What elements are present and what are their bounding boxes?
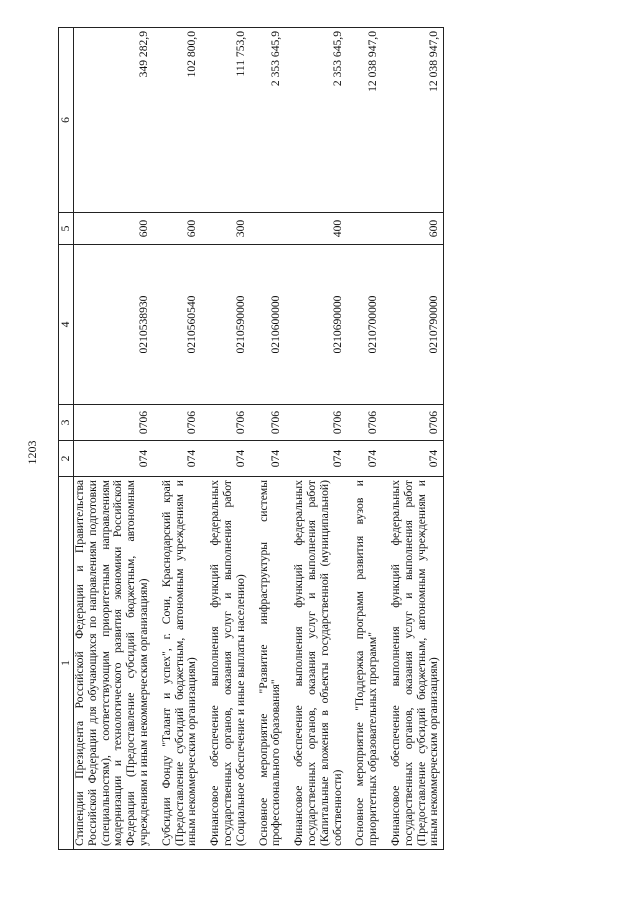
row-name: Финансовое обеспечение выполнения функций федеральных государственных органов, оказания услуг и выполнения работ (Капитальные вложения в объекты государственной (муниципальной) собственности) <box>285 477 346 850</box>
row-amount: 12 038 947,0 <box>382 28 444 213</box>
row-target-code: 0210600000 <box>250 245 286 405</box>
row-name: Финансовое обеспечение выполнения функций федеральных государственных органов, оказания услуг и выполнения работ (Предоставление субсидий бюджетным, автономным учреждениям и иным некоммерческим организациям) <box>382 477 444 850</box>
row-target-code: 0210560540 <box>153 245 201 405</box>
table-row <box>153 28 201 850</box>
row-expense-type: 600 <box>153 213 201 245</box>
row-ministry-code: 074 <box>346 441 382 477</box>
row-amount: 2 353 645,9 <box>285 28 346 213</box>
row-expense-type: 600 <box>382 213 444 245</box>
header-col-5: 5 <box>59 213 74 245</box>
row-expense-type <box>250 213 286 245</box>
row-amount: 12 038 947,0 <box>346 28 382 213</box>
row-section-code: 0706 <box>74 405 153 441</box>
row-section-code: 0706 <box>201 405 249 441</box>
row-target-code: 0210790000 <box>382 245 444 405</box>
header-col-3: 3 <box>59 405 74 441</box>
budget-table <box>58 27 444 850</box>
table-row <box>346 28 382 850</box>
row-target-code: 0210700000 <box>346 245 382 405</box>
row-amount: 349 282,9 <box>74 28 153 213</box>
table-row <box>201 28 249 850</box>
table-row <box>285 28 346 850</box>
row-expense-type: 400 <box>285 213 346 245</box>
row-section-code: 0706 <box>153 405 201 441</box>
page-number: 1203 <box>25 440 39 465</box>
row-expense-type: 300 <box>201 213 249 245</box>
table-row <box>250 28 286 850</box>
row-section-code: 0706 <box>250 405 286 441</box>
row-name: Субсидии Фонду "Талант и успех", г. Сочи, Краснодарский край (Предоставление субсидий бюджетным, автономным учреждениям и иным некоммерческим организациям) <box>153 477 201 850</box>
row-ministry-code: 074 <box>250 441 286 477</box>
row-name: Основное мероприятие "Развитие инфраструктуры системы профессионального образования" <box>250 477 286 850</box>
row-target-code: 0210538930 <box>74 245 153 405</box>
table-header-row <box>59 28 74 850</box>
row-target-code: 0210690000 <box>285 245 346 405</box>
row-section-code: 0706 <box>346 405 382 441</box>
row-expense-type: 600 <box>74 213 153 245</box>
row-ministry-code: 074 <box>382 441 444 477</box>
row-ministry-code: 074 <box>285 441 346 477</box>
header-col-4: 4 <box>59 245 74 405</box>
row-amount: 2 353 645,9 <box>250 28 286 213</box>
table-row <box>74 28 153 850</box>
row-amount: 111 753,0 <box>201 28 249 213</box>
row-target-code: 0210590000 <box>201 245 249 405</box>
row-name: Стипендии Президента Российской Федерации и Правительства Российской Федерации для обучающихся по направлениям подготовки (специальностям), соответствующим приоритетным направлениям модернизации и технологического развития экономики Российской Федерации (Предоставление субсидий бюджетным, автономным учреждениям и иным некоммерческим организациям) <box>74 477 153 850</box>
row-name: Основное мероприятие "Поддержка программ развития вузов и приоритетных образовательных программ" <box>346 477 382 850</box>
row-section-code: 0706 <box>285 405 346 441</box>
row-expense-type <box>346 213 382 245</box>
row-amount: 102 800,0 <box>153 28 201 213</box>
row-ministry-code: 074 <box>74 441 153 477</box>
header-col-6: 6 <box>59 28 74 213</box>
row-name: Финансовое обеспечение выполнения функций федеральных государственных органов, оказания услуг и выполнения работ (Социальное обеспечение и иные выплаты населению) <box>201 477 249 850</box>
table-row <box>382 28 444 850</box>
row-ministry-code: 074 <box>201 441 249 477</box>
row-ministry-code: 074 <box>153 441 201 477</box>
row-section-code: 0706 <box>382 405 444 441</box>
header-col-1: 1 <box>59 477 74 850</box>
header-col-2: 2 <box>59 441 74 477</box>
